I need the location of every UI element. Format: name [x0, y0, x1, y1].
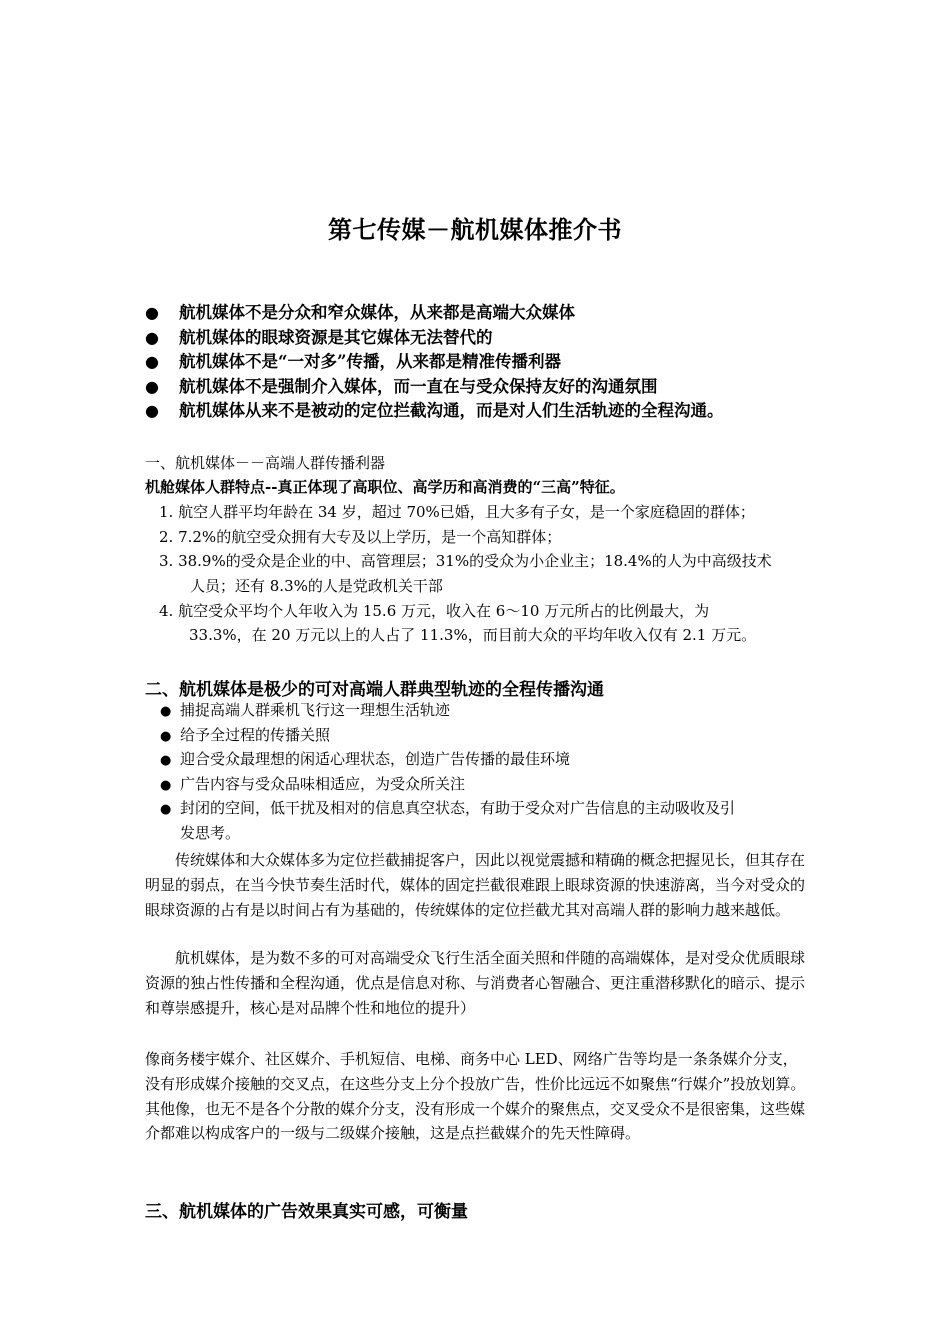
bullet-icon: ● — [160, 704, 172, 719]
key-point: ● 航机媒体不是“一对多”传播，从来都是精准传播利器 — [145, 350, 845, 375]
list-item: ● 给予全过程的传播关照 — [160, 723, 735, 748]
section1-heading: 一、航机媒体－－高端人群传播利器 — [145, 454, 386, 472]
list-item: ● 封闭的空间，低干扰及相对的信息真空状态，有助于受众对广告信息的主动吸收及引 — [160, 796, 735, 821]
bullet-icon: ● — [145, 352, 159, 371]
stat-item-4: 4. 航空受众平均个人年收入为 15.6 万元，收入在 6～10 万元所占的比例最大，为 — [159, 602, 710, 620]
page-title: 第七传媒－航机媒体推介书 — [328, 215, 622, 244]
bullet-icon: ● — [145, 327, 159, 347]
list-item: ● 广告内容与受众品味相适应，为受众所关注 — [160, 772, 735, 797]
bullet-icon: ● — [145, 303, 159, 322]
stat-item-3: 3. 38.9%的受众是企业的中、高管理层；31%的受众为小企业主；18.4%的人为中高级技术 — [159, 552, 772, 570]
section1-subheading: 机舱媒体人群特点--真正体现了高职位、高学历和高消费的“三高”特征。 — [145, 478, 625, 496]
key-points-list — [145, 301, 845, 424]
bullet-icon: ● — [160, 777, 172, 793]
stat-item-2: 2. 7.2%的航空受众拥有大专及以上学历，是一个高知群体； — [159, 528, 562, 546]
paragraph: 航机媒体，是为数不多的可对高端受众飞行生活全面关照和伴随的高端媒体，是对受众优质眼球资源的独占性传播和全程沟通，优点是信息对称、与消费者心智融合、更注重潜移默化的暗示、提示和尊崇感提升，核心是对品牌个性和地位的提升） — [145, 949, 806, 1017]
stat-item-3-cont: 人员；还有 8.3%的人是党政机关干部 — [190, 577, 443, 595]
stat-item-4-cont: 33.3%，在 20 万元以上的人占了 11.3%，而目前大众的平均年收入仅有 2.1 万元。 — [189, 626, 757, 644]
section3-heading: 三、航机媒体的广告效果真实可感，可衡量 — [145, 1202, 468, 1222]
list-item: ● 捕捉高端人群乘机飞行这一理想生活轨迹 — [160, 698, 735, 723]
paragraph: 像商务楼宇媒介、社区媒介、手机短信、电梯、商务中心 LED、网络广告等均是一条条媒介分支，没有形成媒介接触的交叉点，在这些分支上分个投放广告，性价比远远不如聚焦“行媒介”投放划算。其他像，也无不是各个分散的媒介分支，没有形成一个媒介的聚焦点，交叉受众不是很密集，这些媒介都难以构成客户的一级与二级媒介接触，这是点拦截媒介的先天性障碍。 — [145, 1050, 806, 1143]
key-point: ● 航机媒体不是分众和窄众媒体，从来都是高端大众媒体 — [145, 301, 845, 326]
paragraph: 传统媒体和大众媒体多为定位拦截捕捉客户，因此以视觉震撼和精确的概念把握见长，但其存在明显的弱点，在当今快节奏生活时代，媒体的固定拦截很难跟上眼球资源的快速游离，当今对受众的眼球资源的占有是以时间占有为基础的，传统媒体的定位拦截尤其对高端人群的影响力越来越低。 — [145, 851, 806, 919]
section2-bullets — [160, 698, 735, 846]
bullet-icon: ● — [160, 753, 172, 769]
list-item-cont: 发思考。 — [180, 823, 241, 842]
key-point: ● 航机媒体不是强制介入媒体，而一直在与受众保持友好的沟通氛围 — [145, 375, 845, 400]
bullet-icon: ● — [145, 401, 159, 420]
bullet-icon: ● — [160, 802, 172, 818]
list-item: ● 迎合受众最理想的闲适心理状态，创造广告传播的最佳环境 — [160, 747, 735, 772]
key-point: ● 航机媒体的眼球资源是其它媒体无法替代的 — [145, 326, 845, 351]
section2-heading: 二、航机媒体是极少的可对高端人群典型轨迹的全程传播沟通 — [145, 680, 604, 700]
key-point: ● 航机媒体从来不是被动的定位拦截沟通，而是对人们生活轨迹的全程沟通。 — [145, 399, 845, 424]
bullet-icon: ● — [160, 728, 172, 744]
stat-item-1: 1. 航空人群平均年龄在 34 岁，超过 70%已婚，且大多有子女，是一个家庭稳固的群体； — [159, 503, 755, 521]
bullet-icon: ● — [145, 376, 159, 396]
